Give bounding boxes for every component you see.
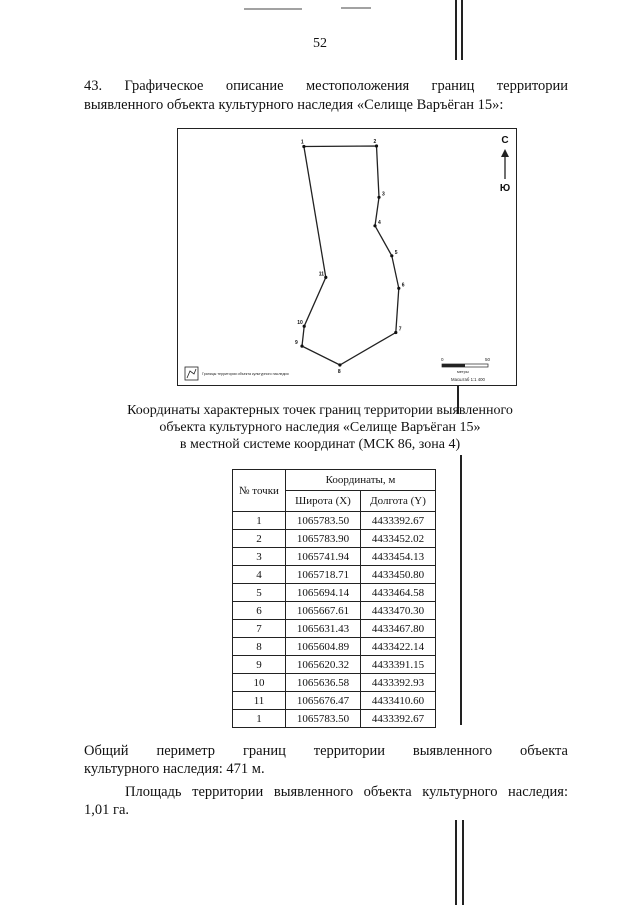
boundary-point-label: 1 (300, 139, 304, 146)
longitude-cell: 4433422.14 (361, 638, 436, 656)
boundary-point-marker (373, 224, 376, 227)
point-number-cell: 5 (233, 584, 286, 602)
point-number-cell: 7 (233, 620, 286, 638)
table-row (233, 602, 436, 620)
section-heading-continued: выявленного объекта культурного наследия «Селище Варъёган 15»: (84, 97, 504, 113)
boundary-point-label: 8 (337, 369, 341, 375)
longitude-cell: 4433464.58 (361, 584, 436, 602)
table-row (233, 710, 436, 728)
boundary-map-drawing (178, 129, 516, 385)
boundary-point-marker (303, 325, 306, 328)
perimeter-text: Общий периметр границ территории выявленного объекта (84, 743, 568, 759)
table-row (233, 692, 436, 710)
scale-unit-label: метры (457, 369, 469, 374)
scale-bar (442, 364, 488, 367)
boundary-map (177, 128, 517, 386)
page-number: 52 (313, 36, 327, 51)
table-row (233, 548, 436, 566)
scan-edge-line (462, 820, 464, 905)
scale-start-label: 0 (441, 357, 444, 362)
table-row (233, 530, 436, 548)
table-row (233, 584, 436, 602)
boundary-points (295, 139, 405, 375)
point-number-cell: 2 (233, 530, 286, 548)
latitude-cell: 1065631.43 (286, 620, 361, 638)
scan-smudge-top-right (341, 7, 371, 9)
point-number-cell: 1 (233, 512, 286, 530)
table-row (233, 512, 436, 530)
latitude-cell: 1065694.14 (286, 584, 361, 602)
point-number-cell: 3 (233, 548, 286, 566)
south-label: Ю (499, 183, 511, 194)
latitude-cell: 1065783.50 (286, 512, 361, 530)
latitude-cell: 1065620.32 (286, 656, 361, 674)
point-number-cell: 9 (233, 656, 286, 674)
north-arrow-icon (501, 149, 509, 179)
longitude-cell: 4433392.67 (361, 710, 436, 728)
section-heading: 43. Графическое описание местоположения границ территории (84, 78, 568, 94)
longitude-cell: 4433467.80 (361, 620, 436, 638)
area-text: Площадь территории выявленного объекта культурного наследия: (125, 784, 568, 800)
boundary-point-label: 3 (382, 191, 385, 198)
latitude-cell: 1065718.71 (286, 566, 361, 584)
scan-edge-line (460, 455, 462, 725)
table-caption-object: объекта культурного наследия «Селище Варъёган 15» (159, 420, 481, 435)
point-number-cell: 8 (233, 638, 286, 656)
latitude-cell: 1065676.47 (286, 692, 361, 710)
longitude-cell: 4433470.30 (361, 602, 436, 620)
north-label: С (501, 135, 509, 146)
point-number-cell: 10 (233, 674, 286, 692)
boundary-point-label: 11 (318, 271, 325, 278)
point-number-cell: 6 (233, 602, 286, 620)
table-row (233, 674, 436, 692)
boundary-point-label: 6 (401, 282, 405, 289)
latitude-cell: 1065741.94 (286, 548, 361, 566)
table-row (233, 656, 436, 674)
scan-smudge-top-left (244, 8, 302, 10)
boundary-point-marker (390, 254, 393, 257)
boundary-point-label: 10 (297, 320, 303, 327)
boundary-point-marker (394, 331, 397, 334)
latitude-cell: 1065783.90 (286, 530, 361, 548)
boundary-point-marker (324, 276, 327, 279)
header-coordinates: Координаты, м (286, 470, 436, 491)
longitude-cell: 4433410.60 (361, 692, 436, 710)
table-row (233, 638, 436, 656)
boundary-point-marker (300, 345, 303, 348)
boundary-point-label: 2 (373, 139, 377, 145)
boundary-point-label: 4 (378, 219, 381, 226)
latitude-cell: 1065636.58 (286, 674, 361, 692)
longitude-cell: 4433391.15 (361, 656, 436, 674)
longitude-cell: 4433454.13 (361, 548, 436, 566)
header-longitude: Долгота (Y) (361, 491, 436, 512)
header-latitude: Широта (X) (286, 491, 361, 512)
latitude-cell: 1065667.61 (286, 602, 361, 620)
area-value: 1,01 га. (84, 802, 130, 818)
longitude-cell: 4433450.80 (361, 566, 436, 584)
table-caption-system: в местной системе координат (МСК 86, зона 4) (179, 437, 461, 452)
longitude-cell: 4433392.93 (361, 674, 436, 692)
legend-text: Границы территории объекта культурного наследия (202, 372, 289, 376)
boundary-point-marker (397, 287, 400, 290)
scale-ratio-label: Масштаб 1:1 400 (451, 377, 485, 382)
scan-edge-line (455, 820, 457, 905)
boundary-point-marker (377, 196, 380, 199)
point-number-cell: 11 (233, 692, 286, 710)
table-row (233, 566, 436, 584)
latitude-cell: 1065783.50 (286, 710, 361, 728)
longitude-cell: 4433452.02 (361, 530, 436, 548)
header-point-number: № точки (233, 470, 286, 512)
boundary-point-label: 9 (295, 340, 298, 347)
coordinates-table-body (233, 512, 436, 728)
latitude-cell: 1065604.89 (286, 638, 361, 656)
point-number-cell: 4 (233, 566, 286, 584)
scale-end-label: 50 (485, 357, 491, 362)
boundary-point-label: 7 (398, 326, 402, 333)
longitude-cell: 4433392.67 (361, 512, 436, 530)
boundary-point-label: 5 (394, 249, 398, 256)
table-row (233, 620, 436, 638)
boundary-point-marker (338, 363, 341, 366)
perimeter-text-continued: культурного наследия: 471 м. (84, 761, 265, 777)
point-number-cell: 1 (233, 710, 286, 728)
coordinates-table (232, 469, 436, 728)
table-caption: Координаты характерных точек границ территории выявленного (127, 403, 513, 418)
boundary-polygon (302, 146, 399, 365)
legend-symbol-icon (185, 367, 198, 380)
